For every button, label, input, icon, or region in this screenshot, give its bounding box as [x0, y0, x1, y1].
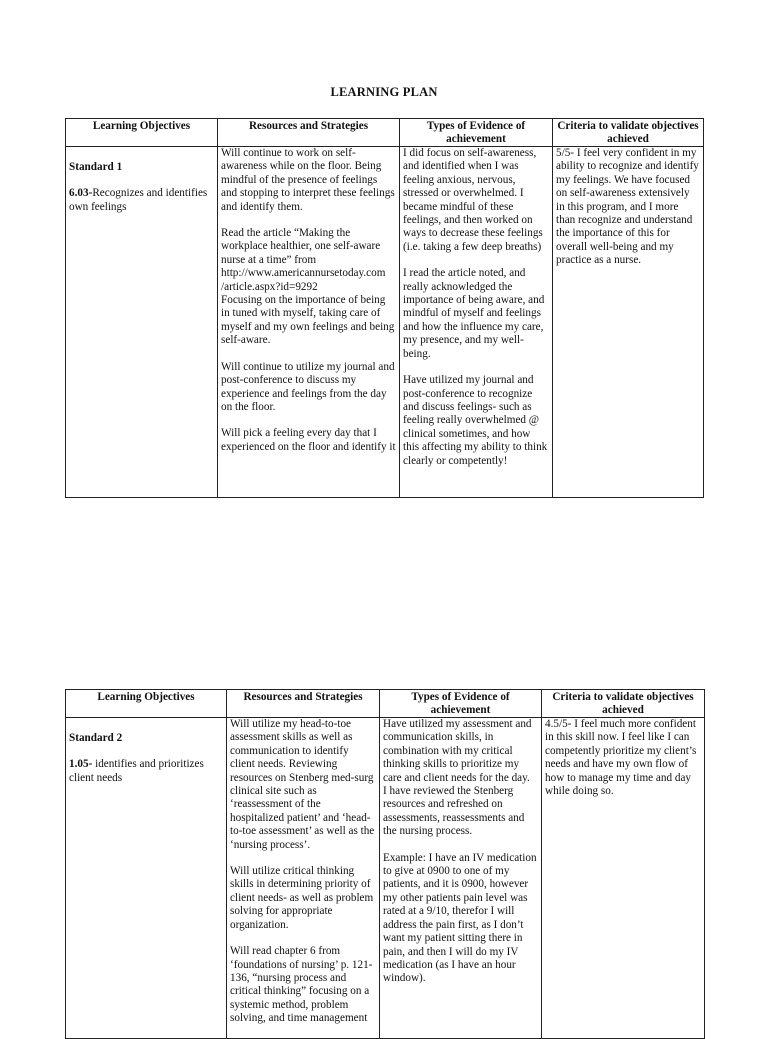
learning-plan-table-1: [65, 118, 704, 498]
evidence-paragraph: I did focus on self-awareness, and identified when I was feeling anxious, nervous, stressed or overwhelmed. I became mindful of these feelings, and then worked on ways to decrease these feelings (i.e. taking a few deep breaths): [403, 147, 543, 253]
criteria-cell: [542, 718, 705, 1039]
header-resources-strategies: Resources and Strategies: [218, 119, 400, 147]
objective-text: [69, 758, 223, 785]
header-criteria: Criteria to validate objectives achieved: [553, 119, 704, 147]
resource-paragraph: Read the article “Making the workplace healthier, one self-aware nurse at a time” from http://www.americannursetoday.com /article.aspx?id=9292: [221, 227, 386, 293]
criteria-paragraph: 5/5- I feel very confident in my ability to recognize and identify my feelings. We have focused on self-awareness extensively in this program, and I more than recognize and understand the importance of this for overall well-being and my practice as a nurse.: [556, 147, 699, 267]
page-title: LEARNING PLAN: [330, 85, 438, 99]
evidence-paragraph: Have utilized my assessment and communication skills, in combination with my critical thinking skills to prioritize my care and client needs for the day.: [383, 718, 532, 784]
objective-cell: [66, 718, 227, 1039]
header-row: [66, 690, 705, 718]
evidence-cell: [400, 147, 553, 498]
header-learning-objectives: Learning Objectives: [66, 690, 227, 718]
criteria-cell: [553, 147, 704, 498]
resource-paragraph: Will utilize my head-to-toe assessment skills as well as communication to identify client needs. Reviewing resources on Stenberg med-surg clinical site such as ‘reassessment of the hospitalized patient’ and ‘head-to-toe assessment’ as well as the ‘nursing process’.: [230, 718, 375, 851]
objective-description: Recognizes and identifies own feelings: [69, 187, 208, 213]
table-row: [66, 147, 704, 498]
resources-cell: [227, 718, 380, 1039]
resources-cell: [218, 147, 400, 498]
objective-code: 1.05-: [69, 758, 93, 771]
header-evidence: Types of Evidence of achievement: [400, 119, 553, 147]
header-row: [66, 119, 704, 147]
learning-plan-table-2: [65, 689, 705, 1039]
resource-paragraph: Will continue to utilize my journal and post-conference to discuss my experience and feelings from the day on the floor.: [221, 360, 395, 413]
header-evidence: Types of Evidence of achievement: [380, 690, 542, 718]
header-learning-objectives: Learning Objectives: [66, 119, 218, 147]
evidence-paragraph: Example: I have an IV medication to give at 0900 to one of my patients, and it is 0900, however my other patients pain level was rated at a 9/10, therefor I will address the pain first, as I don’t want my patient sitting there in pain, and then I will do my IV medication (as I have an hour window).: [383, 851, 537, 985]
objective-cell: [66, 147, 218, 498]
resource-paragraph: Will utilize critical thinking skills in determining priority of client needs- as well as problem solving for appropriate organization.: [230, 865, 374, 931]
resource-paragraph: Will pick a feeling every day that I experienced on the floor and identify it: [221, 427, 396, 453]
objective-text: [69, 187, 214, 214]
header-resources-strategies: Resources and Strategies: [227, 690, 380, 718]
objective-code: 6.03-: [69, 187, 93, 200]
resource-paragraph: Focusing on the importance of being in tuned with myself, taking care of myself and my own feelings and being self-aware.: [221, 294, 395, 347]
standard-label: Standard 1: [69, 161, 123, 173]
table-row: [66, 718, 705, 1039]
resource-paragraph: Will read chapter 6 from ‘foundations of nursing’ p. 121-136, “nursing process and critical thinking” focusing on a systemic method, problem solving, and time management: [230, 945, 373, 1025]
objective-description: identifies and prioritizes client needs: [69, 758, 204, 784]
criteria-paragraph: 4.5/5- I feel much more confident in this skill now. I feel like I can competently prioritize my client’s needs and have my own flow of how to manage my time and day while doing so.: [545, 718, 697, 798]
standard-label: Standard 2: [69, 732, 123, 744]
evidence-paragraph: Have utilized my journal and post-conference to recognize and discuss feelings- such as feeling really overwhelmed @ clinical sometimes, and how this affecting my ability to think clearly or competently!: [403, 374, 548, 467]
header-criteria: Criteria to validate objectives achieved: [542, 690, 705, 718]
evidence-paragraph: I read the article noted, and really acknowledged the importance of being aware, and mindful of myself and feelings and how the influence my care, my presence, and my well-being.: [403, 267, 545, 360]
resource-paragraph: Will continue to work on self-awareness while on the floor. Being mindful of the presence of feelings and stopping to interpret these feelings and identify them.: [221, 147, 395, 213]
evidence-cell: [380, 718, 542, 1039]
evidence-paragraph: I have reviewed the Stenberg resources and refreshed on assessments, reassessments and the nursing process.: [383, 785, 525, 838]
